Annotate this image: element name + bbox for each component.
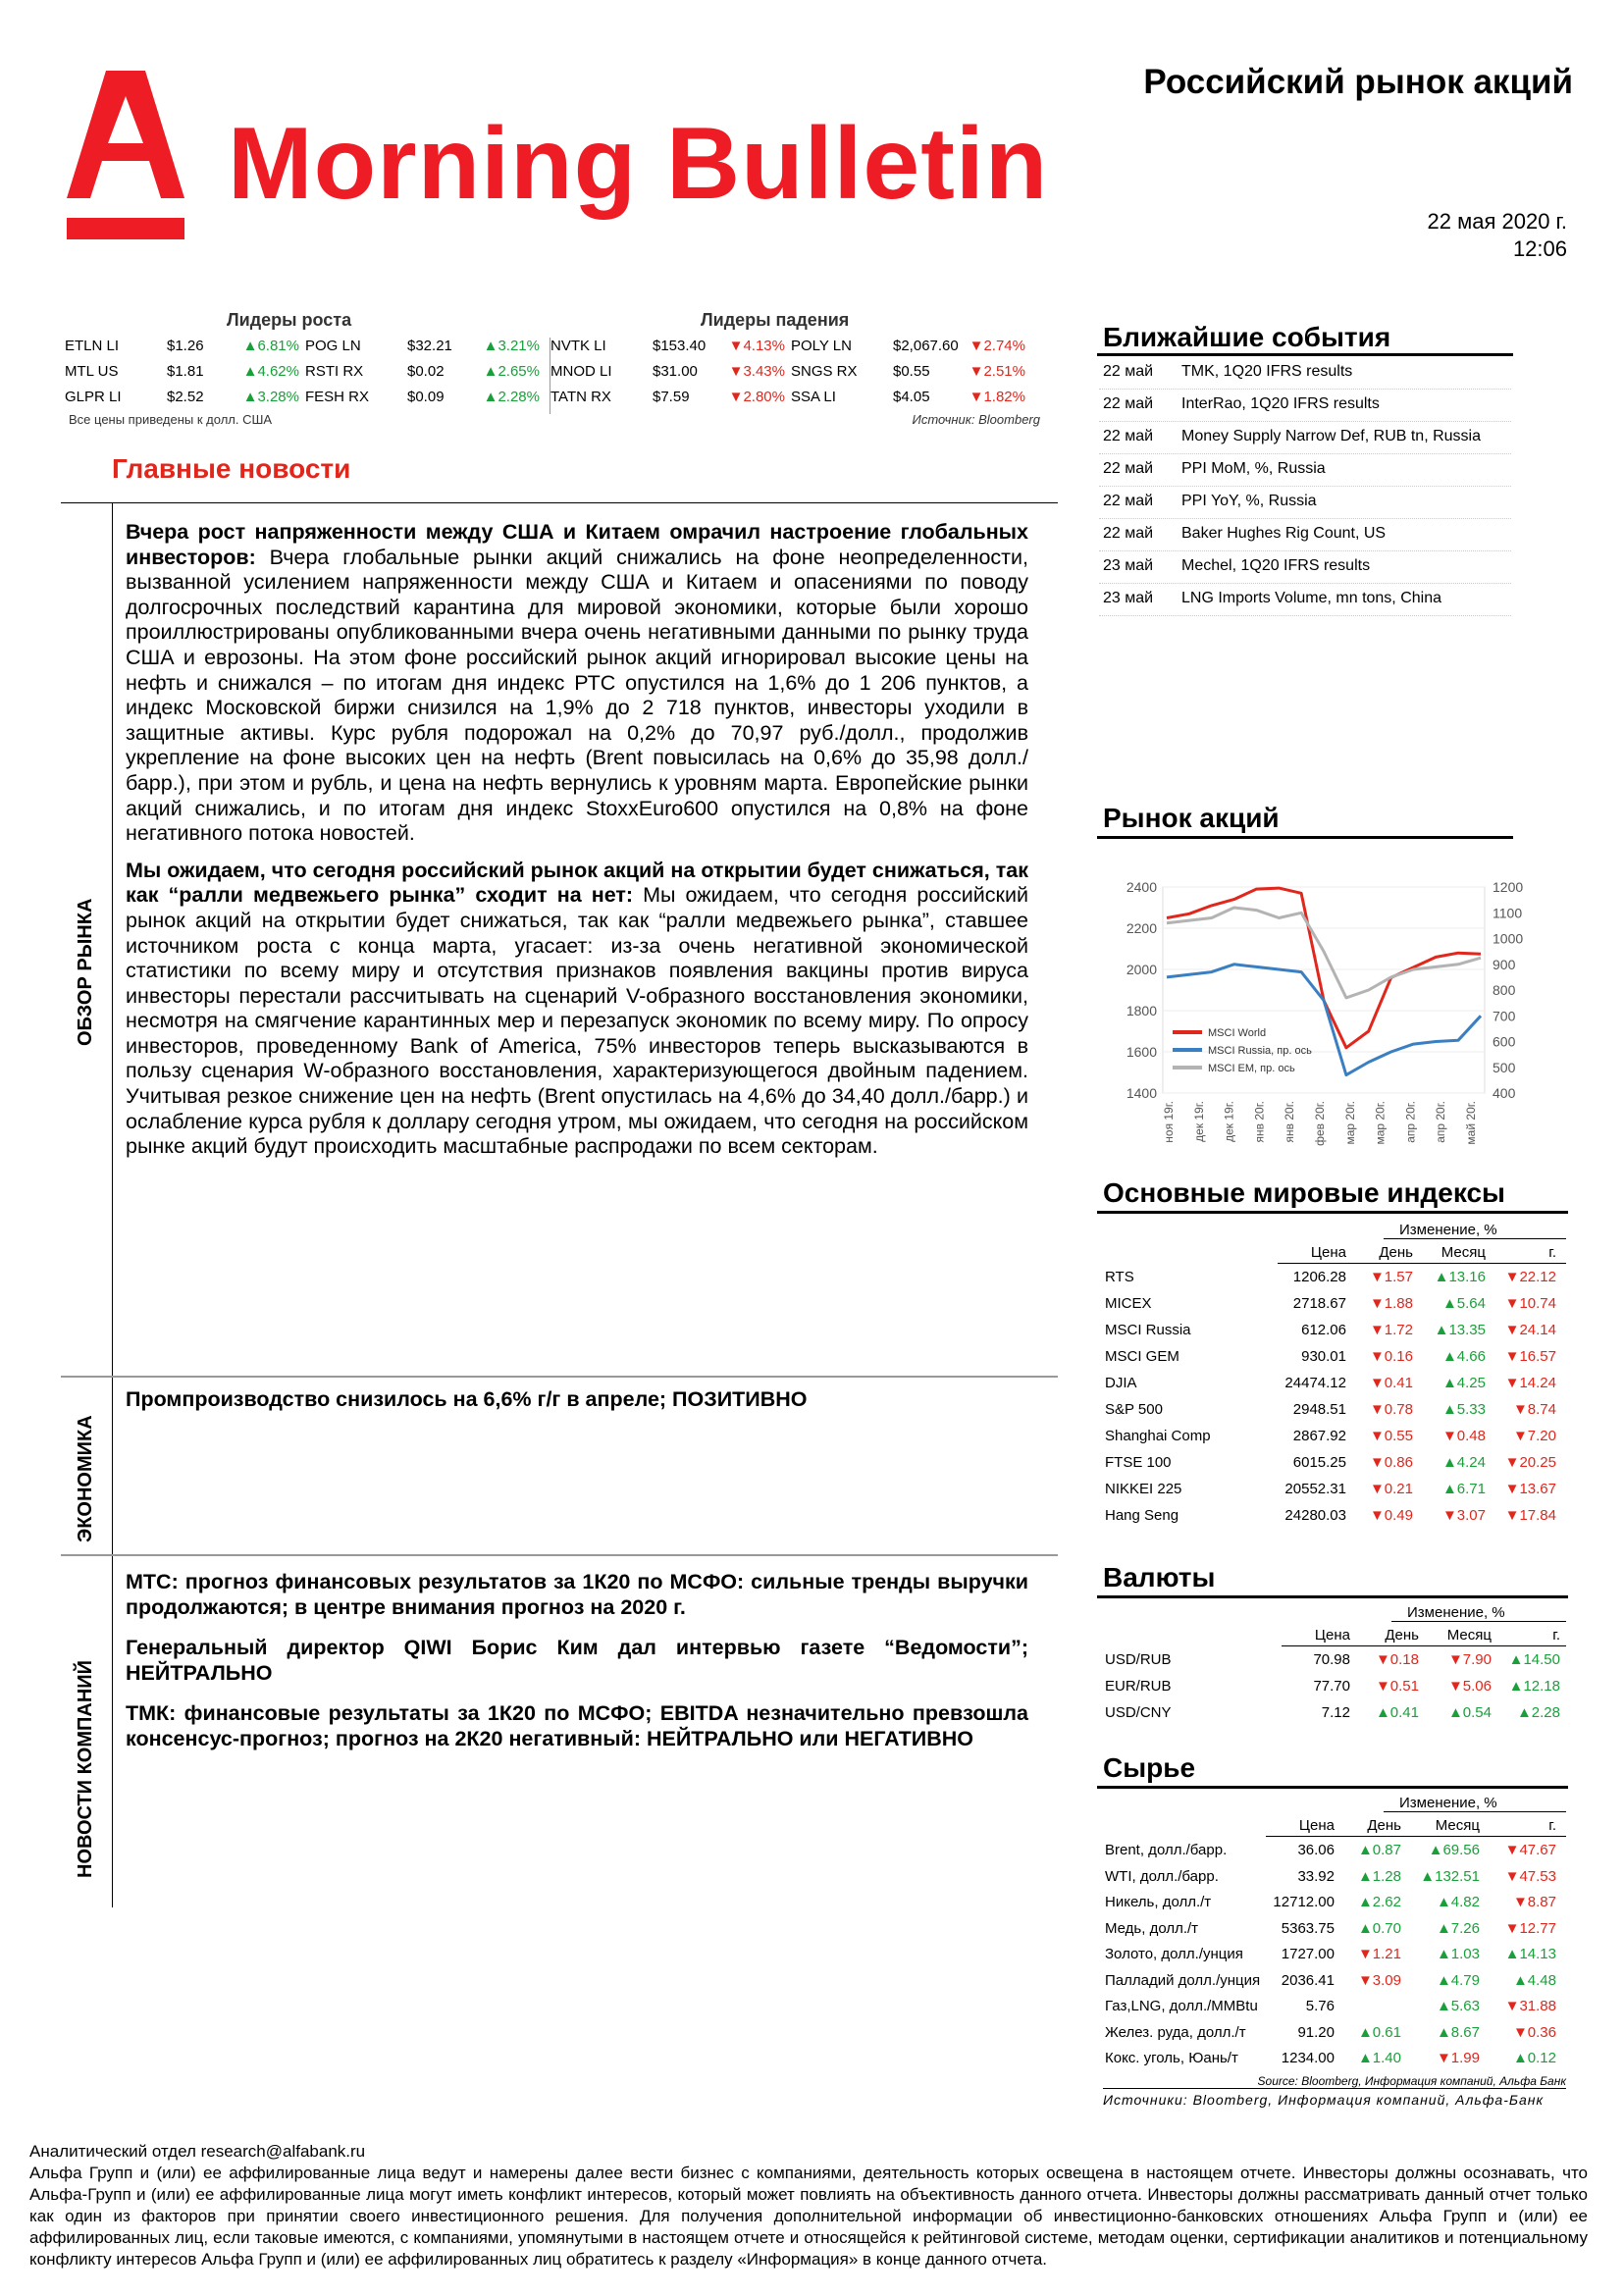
instrument-name: Кокс. уголь, Юань/т [1105,2050,1238,2066]
x-tick-label: мар 20г. [1373,1101,1388,1145]
events-title: Ближайшие события [1103,322,1391,352]
change-cell: ▼1.88 [1369,1295,1413,1312]
event-row[interactable] [1099,519,1511,551]
price-cell: 33.92 [1297,1867,1335,1885]
price-cell: 5363.75 [1281,1919,1335,1937]
change-cell: ▲5.33 [1441,1401,1486,1418]
price-cell: 2948.51 [1292,1401,1346,1418]
table-row [1103,1889,1566,1915]
stock-market-chart [1089,867,1531,1181]
ticker-change: ▲3.28% [242,389,299,405]
table-columns [1103,1239,1566,1263]
column-header: г. [1548,1244,1556,1261]
ticker-price: $31.00 [653,363,698,380]
event-name: Baker Hughes Rig Count, US [1181,525,1387,542]
event-name: Money Supply Narrow Def, RUB tn, Russia [1181,428,1481,444]
price-cell: 612.06 [1301,1322,1346,1338]
left-tick-label: 2000 [1126,962,1157,977]
ticker-change: ▼1.82% [969,389,1025,405]
market-review-text [126,520,1028,1172]
document-date [1428,208,1567,263]
commodities-source: Source: Bloomberg, Информация компаний, Альфа Банк [1257,2074,1566,2088]
events-rule [1097,353,1513,356]
table-row [1103,1396,1566,1423]
event-name: PPI MoM, %, Russia [1181,460,1326,477]
instrument-name: MSCI Russia [1105,1322,1191,1338]
change-cell: ▼24.14 [1504,1322,1556,1338]
table-row [1103,1264,1566,1290]
instrument-name: MSCI GEM [1105,1348,1179,1365]
right-tick-label: 700 [1493,1008,1516,1024]
commodities-title: Сырье [1103,1752,1196,1783]
right-tick-label: 1200 [1493,879,1524,895]
x-tick-label: мар 20г. [1342,1101,1357,1145]
left-tick-label: 1400 [1126,1085,1157,1101]
ticker-change: ▼2.51% [969,363,1025,380]
news-label-divider [112,502,113,1907]
event-date: 22 май [1103,395,1154,412]
economy-label: ЭКОНОМИКА [75,1415,96,1542]
change-cell: ▼8.74 [1512,1401,1556,1418]
event-name: PPI YoY, %, Russia [1181,493,1317,509]
economy-headline[interactable]: Промпроизводство снизилось на 6,6% г/г в апреле; ПОЗИТИВНО [126,1387,808,1411]
column-header: г. [1552,1627,1560,1644]
event-row[interactable] [1099,390,1511,422]
ticker-price: $2.52 [167,389,204,405]
footer [29,2141,1588,2270]
left-tick-label: 2200 [1126,920,1157,936]
main-news-heading: Главные новости [112,453,351,484]
column-header: День [1385,1627,1419,1644]
column-header: Цена [1298,1817,1335,1834]
table-row [1103,2019,1566,2046]
instrument-name: USD/CNY [1105,1704,1172,1721]
chart-rule [1097,836,1513,839]
table-row [1103,1646,1566,1673]
company-news [126,1570,1028,1768]
change-cell: ▼0.21 [1369,1481,1413,1497]
section-separator [61,1554,1058,1556]
ticker-price: $0.09 [407,389,445,405]
event-name: LNG Imports Volume, mn tons, China [1181,590,1441,606]
ticker: TATN RX [550,389,611,405]
change-cell: ▼0.41 [1369,1375,1413,1391]
ticker: FESH RX [305,389,370,405]
table-row [1103,1317,1566,1343]
change-label: Изменение, % [1407,1604,1505,1621]
table-row [1103,1941,1566,1967]
event-name: TMK, 1Q20 IFRS results [1181,363,1353,380]
column-header: Цена [1310,1244,1346,1261]
footer-disclaimer: Альфа Групп и (или) ее аффилированные лица ведут и намерены далее вести бизнес с компаниями, деятельность которых освещена в настоящем отчете. Инвесторы должны осознавать, что Альфа-Групп и (или) ее аффилированные лица могут иметь конфликт интересов, который может повлиять на объективность данного отчета. Инвесторы должны рассматривать данный отчет только как один из факторов при принятии своего инвестиционного решения. Для получения дополнительной информации об инвестиционно-банковских отношениях Альфа Групп и (или) ее аффилированных лиц, если таковые имеются, с компаниями, упомянутыми в настоящем отчете и относящейся к рейтинговой системе, методам оценки, сертификации аналитиков и потенциальному конфликту интересов Альфа Групп и (или) ее аффилированных лиц обратитесь к разделу «Информация» в конце данного отчета. [29,2164,1588,2269]
change-cell: ▼12.77 [1504,1919,1556,1937]
leaders-table [65,310,1044,438]
price-cell: 1206.28 [1292,1269,1346,1285]
instrument-name: Палладий долл./унция [1105,1971,1261,1989]
price-cell: 91.20 [1297,2023,1335,2041]
change-cell: ▼3.07 [1441,1507,1486,1524]
table-row [1103,1967,1566,1994]
change-cell: ▼16.57 [1504,1348,1556,1365]
table-row [1103,1837,1566,1863]
change-cell: ▲2.62 [1357,1894,1401,1910]
change-cell: ▲7.26 [1436,1919,1480,1937]
paragraph-lead: Вчера рост напряженности между США и Китаем омрачил настроение глобальных инвесторов: [126,520,1028,569]
x-tick-label: дек 19г. [1191,1101,1206,1142]
indices-rule [1097,1211,1568,1214]
x-tick-label: ноя 19г. [1162,1101,1176,1143]
change-cell: ▼31.88 [1504,1998,1556,2014]
table-row [1103,1476,1566,1502]
sources-line: Источники: Bloomberg, Информация компаний, Альфа-Банк [1103,2092,1545,2108]
price-cell: 6015.25 [1292,1454,1346,1471]
fall-leaders-title: Лидеры падения [701,310,850,330]
change-cell: ▼47.67 [1504,1842,1556,1858]
change-cell: ▼0.55 [1369,1428,1413,1444]
ticker-price: $153.40 [653,338,707,354]
right-tick-label: 800 [1493,982,1516,998]
currencies-title: Валюты [1103,1562,1216,1592]
ticker: GLPR LI [65,389,122,405]
change-cell: ▼0.18 [1375,1651,1419,1668]
commodities-table [1103,1790,1566,2071]
table-row [1103,1290,1566,1317]
price-cell: 2718.67 [1292,1295,1346,1312]
change-cell: ▲4.24 [1441,1454,1486,1471]
leaders-source: Источник: Bloomberg [912,412,1040,427]
section-separator [61,1376,1058,1378]
right-tick-label: 500 [1493,1059,1516,1075]
ticker-change: ▼2.80% [728,389,785,405]
change-cell: ▼13.67 [1504,1481,1556,1497]
event-date: 23 май [1103,557,1154,574]
price-cell: 70.98 [1313,1651,1350,1668]
legend-label: MSCI EM, пр. ось [1208,1063,1295,1074]
ticker-change: ▲3.21% [483,338,540,354]
table-row [1103,1673,1566,1699]
change-cell: ▼7.90 [1447,1651,1492,1668]
change-cell: ▼0.78 [1369,1401,1413,1418]
ticker-change: ▼2.74% [969,338,1025,354]
change-cell: ▲5.63 [1436,1998,1480,2014]
table-row [1103,1370,1566,1396]
table-row [1103,1699,1566,1726]
ticker: NVTK LI [550,338,606,354]
price-cell: 36.06 [1297,1842,1335,1858]
change-cell: ▲13.35 [1434,1322,1486,1338]
document-type: Российский рынок акций [1143,63,1573,101]
ticker-price: $32.21 [407,338,452,354]
change-cell: ▼10.74 [1504,1295,1556,1312]
change-cell: ▲0.70 [1357,1919,1401,1937]
leaders-grid [65,338,1044,414]
x-tick-label: фев 20г. [1313,1101,1327,1146]
paragraph-body: Вчера глобальные рынки акций снижались на фоне неопределенности, вызванной усилением напряженности между США и Китаем и опасениями по поводу долгосрочных последствий карантина для мировой экономики, которые были хорошо проиллюстрированы опубликованными вчера очень негативными данными по рынку труда США и еврозоны. На этом фоне российский рынок акций игнорировал высокие цены на нефть и снижался – по итогам дня индекс РТС опустился на 1,6% до 1 206 пунктов, а индекс Московской биржи снизился на 1,9% до 2 718 пунктов, инвесторы уходили в защитные активы. Курс рубля подорожал на 0,2% до 70,97 руб./долл., продолжив укрепление на фоне высоких цен на нефть (Brent повысилась на 0,6% до 35,98 долл./барр.), при этом и рубль, и цена на нефть вернулись к уровням марта. Европейские рынки акций снижались, и по итогам дня индекс StoxxEuro600 опустился на 0,8% на фоне негативного потока новостей. [126,545,1028,846]
left-tick-label: 1600 [1126,1044,1157,1060]
indices-table [1103,1217,1566,1529]
chart-title: Рынок акций [1103,803,1280,833]
x-tick-label: дек 19г. [1222,1101,1236,1142]
event-date: 22 май [1103,460,1154,477]
change-cell: ▲0.41 [1375,1704,1419,1721]
leaders-row [65,338,1044,363]
table-row [1103,1993,1566,2019]
event-row[interactable] [1099,454,1511,487]
right-tick-label: 1100 [1493,905,1523,921]
column-header: Месяц [1441,1244,1486,1261]
left-tick-label: 1800 [1126,1003,1157,1018]
left-tick-label: 2400 [1126,879,1157,895]
instrument-name: Медь, долл./т [1105,1919,1199,1937]
ticker-change: ▲2.28% [483,389,540,405]
change-cell: ▼47.53 [1504,1867,1556,1885]
column-header: Цена [1314,1627,1350,1644]
legend-label: MSCI Russia, пр. ось [1208,1045,1312,1057]
instrument-name: Hang Seng [1105,1507,1179,1524]
company-headline[interactable]: МТС: прогноз финансовых результатов за 1К20 по МСФО: сильные тренды выручки продолжаются; в центре внимания прогноз на 2020 г. [126,1570,1028,1619]
news-top-rule [61,502,1058,503]
table-columns [1103,1812,1566,1836]
change-cell: ▲69.56 [1428,1842,1480,1858]
price-cell: 24474.12 [1284,1375,1346,1391]
currencies-rule [1097,1595,1568,1598]
table-row [1103,1915,1566,1942]
instrument-name: EUR/RUB [1105,1678,1172,1695]
ticker-change: ▼4.13% [728,338,785,354]
price-cell: 2867.92 [1292,1428,1346,1444]
company-news-label: НОВОСТИ КОМПАНИЙ [75,1659,96,1878]
change-cell: ▼1.21 [1357,1946,1401,1962]
change-cell: ▼1.99 [1436,2050,1480,2066]
market-paragraph-1 [126,520,1028,847]
ticker: MNOD LI [550,363,612,380]
price-cell: 12712.00 [1273,1894,1335,1910]
change-cell: ▲4.66 [1441,1348,1486,1365]
indices-title: Основные мировые индексы [1103,1177,1505,1208]
instrument-name: Желез. руда, долл./т [1105,2023,1246,2041]
change-cell: ▼0.48 [1441,1428,1486,1444]
market-paragraph-2 [126,859,1028,1160]
right-tick-label: 900 [1493,956,1516,972]
paragraph-body: Мы ожидаем, что сегодня российский рынок акций на открытии будет снижаться, так как “ралли медвежьего рынка”, ставшее источником роста с конца марта, угасает: из-за очень негативной экономической статистики по всему миру и отсутствия признаков появления вакцины против вируса инвесторы перестали рассчитывать на сценарий V-образного восстановления экономики, несмотря на смягчение карантинных мер и перезапуск экономик по всему миру. По опросу инвесторов, проведенному Bank of America, 75% инвесторов теперь высказываются в пользу сценария W-образного восстановления, характеризующегося двойным падением. Учитывая резкое снижение цен на нефть (Brent опустилась на 4,6% до 34,40 долл./барр.) и ослабление курса рубля к доллару сегодня утром, мы ожидаем, что сегодня на российском рынке акций будут происходить масштабные распродажи по всем секторам. [126,883,1028,1159]
ticker: SNGS RX [791,363,858,380]
change-cell: ▲4.48 [1512,1971,1556,1989]
change-cell: ▼0.86 [1369,1454,1413,1471]
price-cell: 5.76 [1305,1998,1335,2014]
ticker-price: $7.59 [653,389,690,405]
price-cell: 7.12 [1321,1704,1350,1721]
change-cell: ▼22.12 [1504,1269,1556,1285]
commodities-rule [1097,1786,1568,1789]
instrument-name: Золото, долл./унция [1105,1946,1243,1962]
event-row[interactable] [1099,584,1511,616]
instrument-name: MICEX [1105,1295,1152,1312]
price-cell: 24280.03 [1284,1507,1346,1524]
company-headline[interactable]: ТМК: финансовые результаты за 1К20 по МСФО; EBITDA незначительно превзошла консенсус-прогноз; прогноз на 2К20 негативный: НЕЙТРАЛЬНО или НЕГАТИВНО [126,1701,1028,1750]
change-cell: ▼0.16 [1369,1348,1413,1365]
change-cell: ▲4.79 [1436,1971,1480,1989]
table-row [1103,1449,1566,1476]
change-cell: ▲0.87 [1357,1842,1401,1858]
change-cell: ▲1.40 [1357,2050,1401,2066]
event-name: InterRao, 1Q20 IFRS results [1181,395,1380,412]
right-tick-label: 600 [1493,1033,1516,1050]
event-date: 22 май [1103,363,1154,380]
company-headline[interactable]: Генеральный директор QIWI Борис Ким дал интервью газете “Ведомости”; НЕЙТРАЛЬНО [126,1636,1028,1685]
instrument-name: RTS [1105,1269,1134,1285]
event-date: 22 май [1103,428,1154,444]
leaders-row [65,389,1044,414]
change-cell: ▼1.57 [1369,1269,1413,1285]
price-cell: 77.70 [1313,1678,1350,1695]
change-cell: ▼0.49 [1369,1507,1413,1524]
events-list [1099,357,1511,616]
change-cell: ▲1.03 [1436,1946,1480,1962]
event-date: 22 май [1103,493,1154,509]
ticker: RSTI RX [305,363,364,380]
x-tick-label: янв 20г. [1252,1101,1267,1143]
change-cell: ▼20.25 [1504,1454,1556,1471]
change-cell: ▼7.20 [1512,1428,1556,1444]
market-review-label: ОБЗОР РЫНКА [75,898,96,1046]
table-row [1103,1343,1566,1370]
ticker: POG LN [305,338,361,354]
instrument-name: WTI, долл./барр. [1105,1867,1219,1885]
event-date: 22 май [1103,525,1154,542]
change-cell: ▲6.71 [1441,1481,1486,1497]
legend-label: MSCI World [1208,1027,1267,1039]
right-tick-label: 1000 [1493,930,1524,947]
event-row[interactable] [1099,357,1511,390]
change-cell: ▲4.25 [1441,1375,1486,1391]
price-cell: 930.01 [1301,1348,1346,1365]
price-cell: 1727.00 [1281,1946,1335,1962]
change-cell: ▲13.16 [1434,1269,1486,1285]
event-row[interactable] [1099,487,1511,519]
change-cell: ▲14.13 [1504,1946,1556,1962]
change-cell: ▼17.84 [1504,1507,1556,1524]
ticker-change: ▲2.65% [483,363,540,380]
sources-rule [1103,2088,1566,2089]
paragraph-lead: Мы ожидаем, что сегодня российский рынок акций на открытии будет снижаться, так как “ралли медвежьего рынка” сходит на нет: [126,858,1028,908]
x-tick-label: апр 20г. [1434,1101,1448,1143]
instrument-name: Brent, долл./барр. [1105,1842,1228,1858]
event-row[interactable] [1099,422,1511,454]
table-header [1103,1599,1566,1621]
instrument-name: FTSE 100 [1105,1454,1172,1471]
change-cell: ▲0.12 [1512,2050,1556,2066]
change-cell: ▲0.54 [1447,1704,1492,1721]
column-header: г. [1548,1817,1556,1834]
change-cell: ▼3.09 [1357,1971,1401,1989]
table-row [1103,1863,1566,1890]
change-cell: ▼8.87 [1512,1894,1556,1910]
change-label: Изменение, % [1399,1222,1497,1238]
footer-contact: Аналитический отдел research@alfabank.ru [29,2142,366,2161]
table-row [1103,1502,1566,1529]
leaders-row [65,363,1044,389]
table-header [1103,1217,1566,1238]
price-cell: 20552.31 [1284,1481,1346,1497]
ticker-price: $4.05 [893,389,930,405]
ticker-price: $2,067.60 [893,338,959,354]
instrument-name: Никель, долл./т [1105,1894,1212,1910]
time-text: 12:06 [1512,236,1567,261]
event-date: 23 май [1103,590,1154,606]
ticker: ETLN LI [65,338,120,354]
change-cell: ▼0.36 [1512,2023,1556,2041]
column-header: Месяц [1435,1817,1480,1834]
ticker-change: ▼3.43% [728,363,785,380]
change-cell: ▲14.50 [1508,1651,1560,1668]
currency-note: Все цены приведены к долл. США [69,412,273,427]
change-cell: ▲1.28 [1357,1867,1401,1885]
change-cell: ▼14.24 [1504,1375,1556,1391]
right-tick-label: 400 [1493,1085,1516,1101]
ticker-price: $0.55 [893,363,930,380]
instrument-name: DJIA [1105,1375,1137,1391]
change-cell: ▼1.72 [1369,1322,1413,1338]
date-text: 22 мая 2020 г. [1427,209,1567,234]
page-title: Morning Bulletin [228,107,1049,221]
change-cell: ▼0.51 [1375,1678,1419,1695]
alfa-logo-icon [67,71,184,247]
event-name: Mechel, 1Q20 IFRS results [1181,557,1371,574]
change-cell: ▲4.82 [1436,1894,1480,1910]
column-header: День [1367,1817,1401,1834]
change-cell: ▲2.28 [1516,1704,1560,1721]
instrument-name: USD/RUB [1105,1651,1172,1668]
ticker: SSA LI [791,389,836,405]
table-header [1103,1790,1566,1811]
change-label: Изменение, % [1399,1795,1497,1811]
change-cell: ▼5.06 [1447,1678,1492,1695]
ticker-price: $1.26 [167,338,204,354]
instrument-name: Shanghai Comp [1105,1428,1211,1444]
x-tick-label: май 20г. [1464,1101,1478,1145]
ticker-price: $0.02 [407,363,445,380]
ticker: POLY LN [791,338,852,354]
column-header: День [1379,1244,1413,1261]
column-header: Месяц [1446,1627,1492,1644]
table-row [1103,1423,1566,1449]
ticker-change: ▲6.81% [242,338,299,354]
change-cell: ▲132.51 [1420,1867,1480,1885]
event-row[interactable] [1099,551,1511,584]
table-row [1103,2045,1566,2071]
x-tick-label: янв 20г. [1283,1101,1297,1143]
currencies-table [1103,1599,1566,1726]
price-cell: 1234.00 [1281,2050,1335,2066]
instrument-name: S&P 500 [1105,1401,1163,1418]
x-tick-label: апр 20г. [1403,1101,1418,1143]
instrument-name: NIKKEI 225 [1105,1481,1182,1497]
change-cell: ▲8.67 [1436,2023,1480,2041]
ticker-price: $1.81 [167,363,204,380]
price-cell: 2036.41 [1281,1971,1335,1989]
growth-leaders-title: Лидеры роста [227,310,352,330]
change-cell: ▲12.18 [1508,1678,1560,1695]
table-columns [1103,1622,1566,1645]
ticker-change: ▲4.62% [242,363,299,380]
change-cell: ▲5.64 [1441,1295,1486,1312]
change-cell: ▲0.61 [1357,2023,1401,2041]
ticker: MTL US [65,363,119,380]
instrument-name: Газ,LNG, долл./MMBtu [1105,1998,1258,2014]
